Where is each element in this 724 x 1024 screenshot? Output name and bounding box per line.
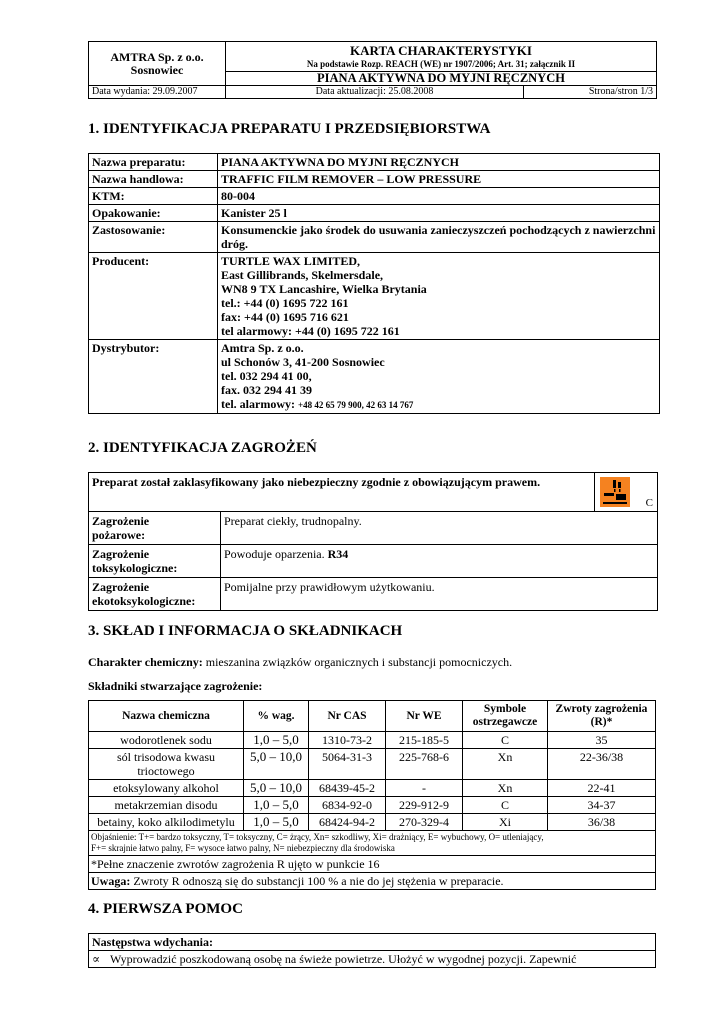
hazard-text: Powoduje oparzenia. bbox=[224, 547, 328, 561]
component-row bbox=[89, 797, 656, 814]
components-label: Składniki stwarzające zagrożenie: bbox=[88, 679, 263, 693]
hazard-label-line2: ekotoksykologiczne: bbox=[92, 594, 196, 608]
hazard-r-code: R34 bbox=[327, 547, 349, 561]
inhalation-instruction: Wyprowadzić poszkodowaną osobę na świeże powietrze. Ułożyć w wygodnej pozycji. Zapewnić bbox=[107, 951, 656, 968]
identification-label: Nazwa preparatu: bbox=[89, 154, 218, 171]
distributor-line: Amtra Sp. z o.o. bbox=[221, 341, 304, 355]
components-header-row bbox=[89, 701, 656, 732]
note2-text: Zwroty R odnoszą się do substancji 100 % a nie do jej stężenia w preparacie. bbox=[130, 874, 504, 888]
hazard-value bbox=[221, 512, 658, 545]
identification-label: KTM: bbox=[89, 188, 218, 205]
classification-statement: Preparat został zaklasyfikowany jako niebezpieczny zgodnie z obowiązującym prawem. bbox=[89, 473, 595, 512]
identification-table bbox=[88, 153, 660, 414]
component-cas: 6834-92-0 bbox=[309, 797, 386, 814]
identification-row bbox=[89, 222, 660, 253]
hazard-label bbox=[89, 578, 221, 611]
section1-heading: 1. IDENTYFIKACJA PREPARATU I PRZEDSIĘBIORSTWA bbox=[88, 121, 491, 137]
hazard-row bbox=[89, 512, 658, 545]
company-line1: AMTRA Sp. z o.o. bbox=[110, 49, 204, 64]
hazard-value bbox=[221, 578, 658, 611]
identification-row bbox=[89, 188, 660, 205]
explanation-line1: Objaśnienie: T+= bardzo toksyczny, T= toksyczny, C= żrący, Xn= szkodliwy, Xi= drażniący, E= wybuchowy, O= utleniający, bbox=[91, 832, 544, 842]
document-subtitle: Na podstawie Rozp. REACH (WE) nr 1907/2006; Art. 31; załącznik II bbox=[306, 59, 576, 69]
explanation-row bbox=[89, 831, 656, 856]
component-sym: Xi bbox=[463, 814, 548, 831]
chemical-character-value: mieszanina związków organicznych i substancji pomocniczych. bbox=[202, 655, 513, 669]
component-cas: 68424-94-2 bbox=[309, 814, 386, 831]
distributor-label: Dystrybutor: bbox=[89, 340, 218, 414]
chemical-character-label: Charakter chemiczny: bbox=[88, 655, 203, 669]
identification-value: PIANA AKTYWNA DO MYJNI RĘCZNYCH bbox=[218, 154, 660, 171]
component-name: sól trisodowa kwasu trioctowego bbox=[89, 749, 244, 780]
distributor-line: tel. 032 294 41 00, bbox=[221, 369, 312, 383]
col-we: Nr WE bbox=[386, 701, 463, 732]
component-r: 34-37 bbox=[548, 797, 656, 814]
component-row bbox=[89, 780, 656, 797]
explanation-line2: F+= skrajnie łatwo palny, F= wysoce łatwo palny, N= niebezpieczny dla środowiska bbox=[91, 843, 395, 853]
hazard-label-line2: toksykologiczne: bbox=[92, 561, 178, 575]
producer-line: WN8 9 TX Lancashire, Wielka Brytania bbox=[221, 282, 427, 296]
producer-value bbox=[218, 253, 660, 340]
component-name: wodorotlenek sodu bbox=[89, 732, 244, 749]
component-wag: 5,0 – 10,0 bbox=[244, 749, 309, 780]
pictogram-letter: C bbox=[645, 497, 653, 509]
component-row bbox=[89, 749, 656, 780]
distributor-line: ul Schonów 3, 41-200 Sosnowiec bbox=[221, 355, 385, 369]
bullet-icon: ∝ bbox=[89, 951, 108, 968]
note1-row bbox=[89, 856, 656, 873]
document-title bbox=[226, 42, 657, 72]
hazard-label-line1: Zagrożenie bbox=[92, 547, 150, 561]
producer-label: Producent: bbox=[89, 253, 218, 340]
components-table bbox=[88, 700, 656, 890]
component-we: 215-185-5 bbox=[386, 732, 463, 749]
identification-row bbox=[89, 171, 660, 188]
company-name bbox=[89, 42, 226, 86]
component-cas: 68439-45-2 bbox=[309, 780, 386, 797]
hazard-label bbox=[89, 512, 221, 545]
component-cas: 5064-31-3 bbox=[309, 749, 386, 780]
hazard-label-line1: Zagrożenie bbox=[92, 514, 150, 528]
producer-line: tel.: +44 (0) 1695 722 161 bbox=[221, 296, 349, 310]
section2-heading: 2. IDENTYFIKACJA ZAGROŻEŃ bbox=[88, 440, 317, 456]
hazard-label bbox=[89, 545, 221, 578]
hazard-row bbox=[89, 545, 658, 578]
component-sym: Xn bbox=[463, 749, 548, 780]
identification-value: 80-004 bbox=[218, 188, 660, 205]
chemical-character bbox=[88, 655, 512, 670]
hazards-table bbox=[88, 472, 658, 611]
page-number: Strona/stron 1/3 bbox=[524, 86, 657, 99]
identification-value: Konsumenckie jako środek do usuwania zanieczyszczeń pochodzących z nawierzchni dróg. bbox=[218, 222, 660, 253]
component-wag: 1,0 – 5,0 bbox=[244, 814, 309, 831]
hazard-label-line2: pożarowe: bbox=[92, 528, 146, 542]
component-name: etoksylowany alkohol bbox=[89, 780, 244, 797]
header-product-name: PIANA AKTYWNA DO MYJNI RĘCZNYCH bbox=[226, 72, 657, 86]
component-wag: 1,0 – 5,0 bbox=[244, 732, 309, 749]
component-row bbox=[89, 732, 656, 749]
note2-label: Uwaga: bbox=[91, 874, 131, 888]
producer-line: fax: +44 (0) 1695 716 621 bbox=[221, 310, 349, 324]
component-cas: 1310-73-2 bbox=[309, 732, 386, 749]
inhalation-heading: Następstwa wdychania: bbox=[89, 934, 656, 951]
hazard-label-line1: Zagrożenie bbox=[92, 580, 150, 594]
distributor-value bbox=[218, 340, 660, 414]
identification-value: TRAFFIC FILM REMOVER – LOW PRESSURE bbox=[218, 171, 660, 188]
hazard-row bbox=[89, 578, 658, 611]
note2-row bbox=[89, 873, 656, 890]
producer-line: TURTLE WAX LIMITED, bbox=[221, 254, 361, 268]
corrosive-icon bbox=[600, 477, 630, 507]
identification-label: Zastosowanie: bbox=[89, 222, 218, 253]
component-row bbox=[89, 814, 656, 831]
explanation-note bbox=[89, 831, 656, 856]
component-r: 36/38 bbox=[548, 814, 656, 831]
component-sym: C bbox=[463, 797, 548, 814]
col-chemical-name: Nazwa chemiczna bbox=[89, 701, 244, 732]
component-r: 35 bbox=[548, 732, 656, 749]
col-cas: Nr CAS bbox=[309, 701, 386, 732]
identification-value: Kanister 25 l bbox=[218, 205, 660, 222]
component-name: betainy, koko alkilodimetylu bbox=[89, 814, 244, 831]
concentration-note bbox=[89, 873, 656, 890]
producer-line: East Gillibrands, Skelmersdale, bbox=[221, 268, 384, 282]
issue-date: Data wydania: 29.09.2007 bbox=[89, 86, 226, 99]
col-weight: % wag. bbox=[244, 701, 309, 732]
r-phrases-note: *Pełne znaczenie zwrotów zagrożenia R ujęto w punkcie 16 bbox=[89, 856, 656, 873]
distributor-row bbox=[89, 340, 660, 414]
identification-label: Opakowanie: bbox=[89, 205, 218, 222]
section3-heading: 3. SKŁAD I INFORMACJA O SKŁADNIKACH bbox=[88, 623, 403, 639]
first-aid-table bbox=[88, 933, 656, 968]
distributor-alarm-numbers: +48 42 65 79 900, 42 63 14 767 bbox=[297, 400, 414, 410]
identification-label: Nazwa handlowa: bbox=[89, 171, 218, 188]
hazard-value bbox=[221, 545, 658, 578]
component-we: - bbox=[386, 780, 463, 797]
document-header bbox=[88, 41, 657, 99]
component-we: 270-329-4 bbox=[386, 814, 463, 831]
hazard-pictogram bbox=[595, 473, 658, 512]
producer-line: tel alarmowy: +44 (0) 1695 722 161 bbox=[221, 324, 400, 338]
component-we: 225-768-6 bbox=[386, 749, 463, 780]
component-wag: 5,0 – 10,0 bbox=[244, 780, 309, 797]
identification-row bbox=[89, 205, 660, 222]
company-line2: Sosnowiec bbox=[130, 62, 184, 77]
hazard-text: Pomijalne przy prawidłowym użytkowaniu. bbox=[224, 580, 435, 594]
col-r-phrases: Zwroty zagrożenia (R)* bbox=[548, 701, 656, 732]
hazard-text: Preparat ciekły, trudnopalny. bbox=[224, 514, 362, 528]
component-r: 22-36/38 bbox=[548, 749, 656, 780]
col-symbols: Symbole ostrzegawcze bbox=[463, 701, 548, 732]
distributor-alarm-label: tel. alarmowy: bbox=[221, 397, 295, 411]
distributor-line: fax. 032 294 41 39 bbox=[221, 383, 312, 397]
section4-heading: 4. PIERWSZA POMOC bbox=[88, 901, 243, 917]
producer-row bbox=[89, 253, 660, 340]
component-we: 229-912-9 bbox=[386, 797, 463, 814]
component-name: metakrzemian disodu bbox=[89, 797, 244, 814]
update-date: Data aktualizacji: 25.08.2008 bbox=[226, 86, 524, 99]
document-title-text: KARTA CHARAKTERYSTYKI bbox=[350, 43, 532, 58]
identification-row bbox=[89, 154, 660, 171]
component-r: 22-41 bbox=[548, 780, 656, 797]
component-wag: 1,0 – 5,0 bbox=[244, 797, 309, 814]
distributor-alarm bbox=[221, 397, 656, 412]
component-sym: C bbox=[463, 732, 548, 749]
component-sym: Xn bbox=[463, 780, 548, 797]
